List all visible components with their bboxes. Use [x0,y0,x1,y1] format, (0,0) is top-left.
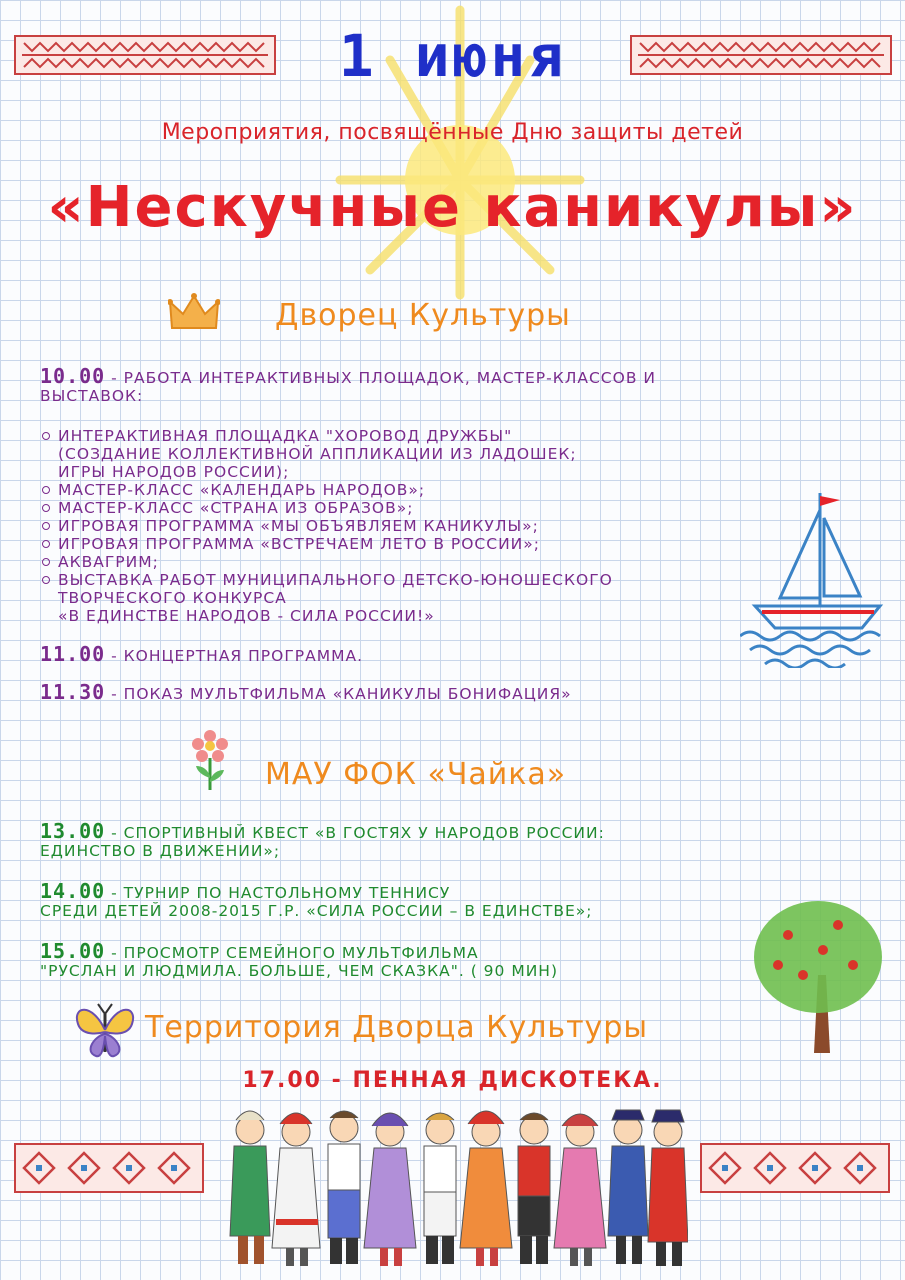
disco-line: 17.00 - ПЕННАЯ ДИСКОТЕКА. [242,1068,663,1093]
list-item-cont: (СОЗДАНИЕ КОЛЛЕКТИВНОЙ АППЛИКАЦИИ ИЗ ЛАДОШЕК; [58,445,577,463]
list-item: АКВАГРИМ; [40,553,840,571]
list-item: ИГРОВАЯ ПРОГРАММА «МЫ ОБЪЯВЛЯЕМ КАНИКУЛЫ»; [40,517,840,535]
event-text-cont: "РУСЛАН И ЛЮДМИЛА. БОЛЬШЕ, ЧЕМ СКАЗКА". ( 90 МИН) [40,962,559,980]
venue-palace-territory: Территория Дворца Культуры [145,1010,649,1045]
time-label: 14.00 [40,879,106,903]
event-text: - РАБОТА ИНТЕРАКТИВНЫХ ПЛОЩАДОК, МАСТЕР-КЛАССОВ И [105,369,656,387]
time-label: 11.00 [40,642,106,666]
schedule-row [40,819,860,843]
event-text-cont: СРЕДИ ДЕТЕЙ 2008-2015 Г.Р. «СИЛА РОССИИ – В ЕДИНСТВЕ»; [40,902,593,920]
list-item: МАСТЕР-КЛАСС «СТРАНА ИЗ ОБРАЗОВ»; [40,499,840,517]
event-text: - КОНЦЕРТНАЯ ПРОГРАММА. [105,647,364,665]
crown-icon [168,292,220,334]
event-subtitle: Мероприятия, посвящённые Дню защиты детей [161,120,744,145]
list-item-cont: ТВОРЧЕСКОГО КОНКУРСА [58,589,287,607]
list-item: ИГРОВАЯ ПРОГРАММА «ВСТРЕЧАЕМ ЛЕТО В РОССИИ»; [40,535,840,553]
event-date: 1 июня [338,22,567,90]
list-item: ИНТЕРАКТИВНАЯ ПЛОЩАДКА "ХОРОВОД ДРУЖБЫ" [40,427,840,445]
schedule-row [40,364,840,388]
schedule-sport-center [40,819,860,980]
time-label: 13.00 [40,819,106,843]
list-item-cont: ИГРЫ НАРОДОВ РОССИИ); [58,463,290,481]
schedule-row [40,680,840,704]
time-label: 11.30 [40,680,106,704]
schedule-row [40,642,840,666]
ornament-border [14,1143,204,1193]
schedule-row [40,939,860,963]
event-text: - ПРОСМОТР СЕМЕЙНОГО МУЛЬТФИЛЬМА [105,944,479,962]
schedule-row [40,879,860,903]
event-text: - СПОРТИВНЫЙ КВЕСТ «В ГОСТЯХ У НАРОДОВ РОССИИ: [105,824,605,842]
event-title: «Нескучные каникулы» [47,175,858,240]
event-text: - ТУРНИР ПО НАСТОЛЬНОМУ ТЕННИСУ [105,884,451,902]
tree-icon [748,895,888,1055]
flower-icon [190,730,230,792]
ornament-border [700,1143,890,1193]
venue-sport-center: МАУ ФОК «Чайка» [265,757,567,792]
children-illustration [228,1102,688,1277]
time-label: 10.00 [40,364,106,388]
list-item: МАСТЕР-КЛАСС «КАЛЕНДАРЬ НАРОДОВ»; [40,481,840,499]
time-label: 15.00 [40,939,106,963]
event-text: - ПОКАЗ МУЛЬТФИЛЬМА «КАНИКУЛЫ БОНИФАЦИЯ» [105,685,572,703]
sailboat-icon [740,488,890,668]
list-item-cont: «В ЕДИНСТВЕ НАРОДОВ - СИЛА РОССИИ!» [58,607,435,625]
event-text-cont: ЕДИНСТВО В ДВИЖЕНИИ»; [40,842,281,860]
butterfly-icon [72,1002,138,1060]
event-text-cont: ВЫСТАВОК: [40,387,144,405]
venue-palace: Дворец Культуры [275,298,571,333]
list-item: ВЫСТАВКА РАБОТ МУНИЦИПАЛЬНОГО ДЕТСКО-ЮНОШЕСКОГО [40,571,840,589]
schedule-palace [40,364,840,704]
